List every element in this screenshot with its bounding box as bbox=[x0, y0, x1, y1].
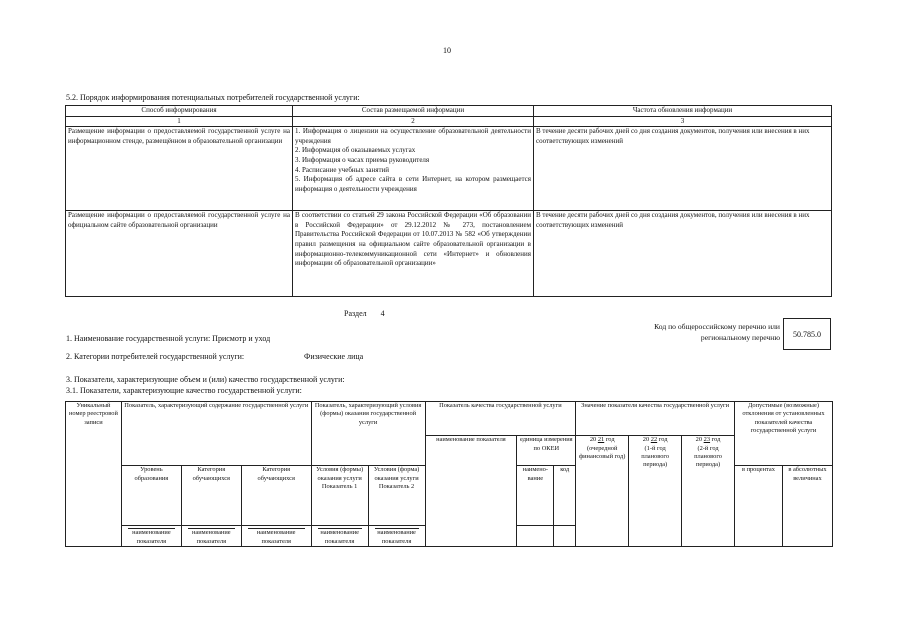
info-header-method: Способ информирования bbox=[66, 106, 293, 117]
info-colnum-1: 1 bbox=[66, 116, 293, 127]
info-content-item: 4. Расписание учебных занятий bbox=[295, 165, 390, 174]
section-5-2-title: 5.2. Порядок информирования потенциальных потребителей государственной услуги: bbox=[66, 93, 360, 102]
q-year-3: 20 23 год (2-й год планового периода) bbox=[682, 436, 735, 547]
q-header-content: Показатель, характеризующий содержание государственной услуги bbox=[121, 402, 311, 466]
q-caption-5: наименование показателя bbox=[368, 526, 425, 547]
consumers-value: Физические лица bbox=[304, 352, 364, 361]
quality-table bbox=[65, 401, 833, 547]
section-heading: Раздел 4 bbox=[344, 309, 385, 318]
info-content-item: 5. Информация об адресе сайта в сети Интернет, на котором размещается информация о деятельности учреждения bbox=[295, 175, 531, 193]
info-table bbox=[65, 105, 832, 297]
q-unit-code: код bbox=[554, 466, 576, 526]
info-header-content: Состав размещаемой информации bbox=[293, 106, 534, 117]
info-method-cell: Размещение информации о предоставляемой государственной услуге на официальном сайте образовательной организации bbox=[66, 211, 293, 297]
q-sub-content-1: Уровень образования bbox=[121, 466, 181, 526]
info-colnum-3: 3 bbox=[534, 116, 832, 127]
q-year-1: 20 21 год (очередной финансовый год) bbox=[576, 436, 629, 547]
q-unit-name: наимено-вание bbox=[517, 466, 554, 526]
q-caption-3: наименование показателя bbox=[241, 526, 311, 547]
info-content-item: 3. Информация о часах приема руководителя bbox=[295, 155, 430, 164]
info-content-item: 1. Информация о лицензии на осуществление образовательной деятельности учреждения bbox=[295, 127, 531, 145]
q-caption-2: наименование показателя bbox=[181, 526, 241, 547]
q-header-indicator-name: наименование показателя bbox=[425, 436, 517, 526]
q-dev-absolute: в абсолютных величинах bbox=[782, 466, 832, 547]
q-header-unit: единица измерения по ОКЕИ bbox=[517, 436, 576, 466]
q-dev-percent: в процентах bbox=[735, 466, 783, 547]
q-caption-4: наименование показателя bbox=[311, 526, 368, 547]
q-sub-condition-2: Условия (форма) оказания услуги Показатель 2 bbox=[368, 466, 425, 526]
q-sub-content-2: Категория обучающихся bbox=[181, 466, 241, 526]
info-content-cell: В соответствии со статьей 29 закона Российской Федерации «Об образовании в Российской Федерации» от 29.12.2012 № 273, постановлением Правительства Российской Федерации от 10.07.2013 № 582 «Об утверждении правил размещения на официальном сайте образовательной организации в информационно-телекоммуникационной сети «Интернет» и обновления информации об образовательной организации» bbox=[293, 211, 534, 297]
page-number: 10 bbox=[443, 46, 451, 55]
q-header-quality: Показатель качества государственной услуги bbox=[425, 402, 576, 436]
q-sub-content-3: Категория обучающихся bbox=[241, 466, 311, 526]
code-value: 50.785.0 bbox=[783, 318, 831, 350]
q-header-unique: Уникальный номер реестровой записи bbox=[66, 402, 122, 547]
info-colnum-2: 2 bbox=[293, 116, 534, 127]
info-frequency-cell: В течение десяти рабочих дней со дня создания документов, получения или внесения в них соответствующих изменений bbox=[534, 127, 832, 211]
q-header-conditions: Показатель, характеризующий условия (формы) оказания государственной услуги bbox=[311, 402, 425, 466]
info-row-website bbox=[66, 211, 832, 297]
q-sub-condition-1: Условия (формы) оказания услуги Показатель 1 bbox=[311, 466, 368, 526]
indicators-title: 3. Показатели, характеризующие объем и (или) качество государственной услуги: bbox=[66, 375, 345, 384]
info-frequency-cell: В течение десяти рабочих дней со дня создания документов, получения или внесения в них соответствующих изменений bbox=[534, 211, 832, 297]
info-row-stand bbox=[66, 127, 832, 211]
info-header-frequency: Частота обновления информации bbox=[534, 106, 832, 117]
q-header-values: Значение показателя качества государственной услуги bbox=[576, 402, 735, 436]
service-name-line: 1. Наименование государственной услуги: Присмотр и уход bbox=[66, 334, 271, 343]
q-caption-1: наименование показателя bbox=[121, 526, 181, 547]
info-method-cell: Размещение информации о предоставляемой государственной услуге на информационном стенде, размещённом в образовательной организации bbox=[66, 127, 293, 211]
q-header-deviation: Допустимые (возможные) отклонения от установленных показателей качества государственной услуги bbox=[735, 402, 833, 436]
quality-title: 3.1. Показатели, характеризующие качество государственной услуги: bbox=[66, 386, 302, 395]
info-content-cell bbox=[293, 127, 534, 211]
consumers-label: 2. Категории потребителей государственной услуги: bbox=[66, 352, 245, 361]
code-label: Код по общероссийскому перечню или региональному перечню bbox=[654, 322, 780, 342]
q-year-2: 20 22 год (1-й год планового периода) bbox=[629, 436, 682, 547]
info-content-item: 2. Информация об оказываемых услугах bbox=[295, 146, 416, 155]
